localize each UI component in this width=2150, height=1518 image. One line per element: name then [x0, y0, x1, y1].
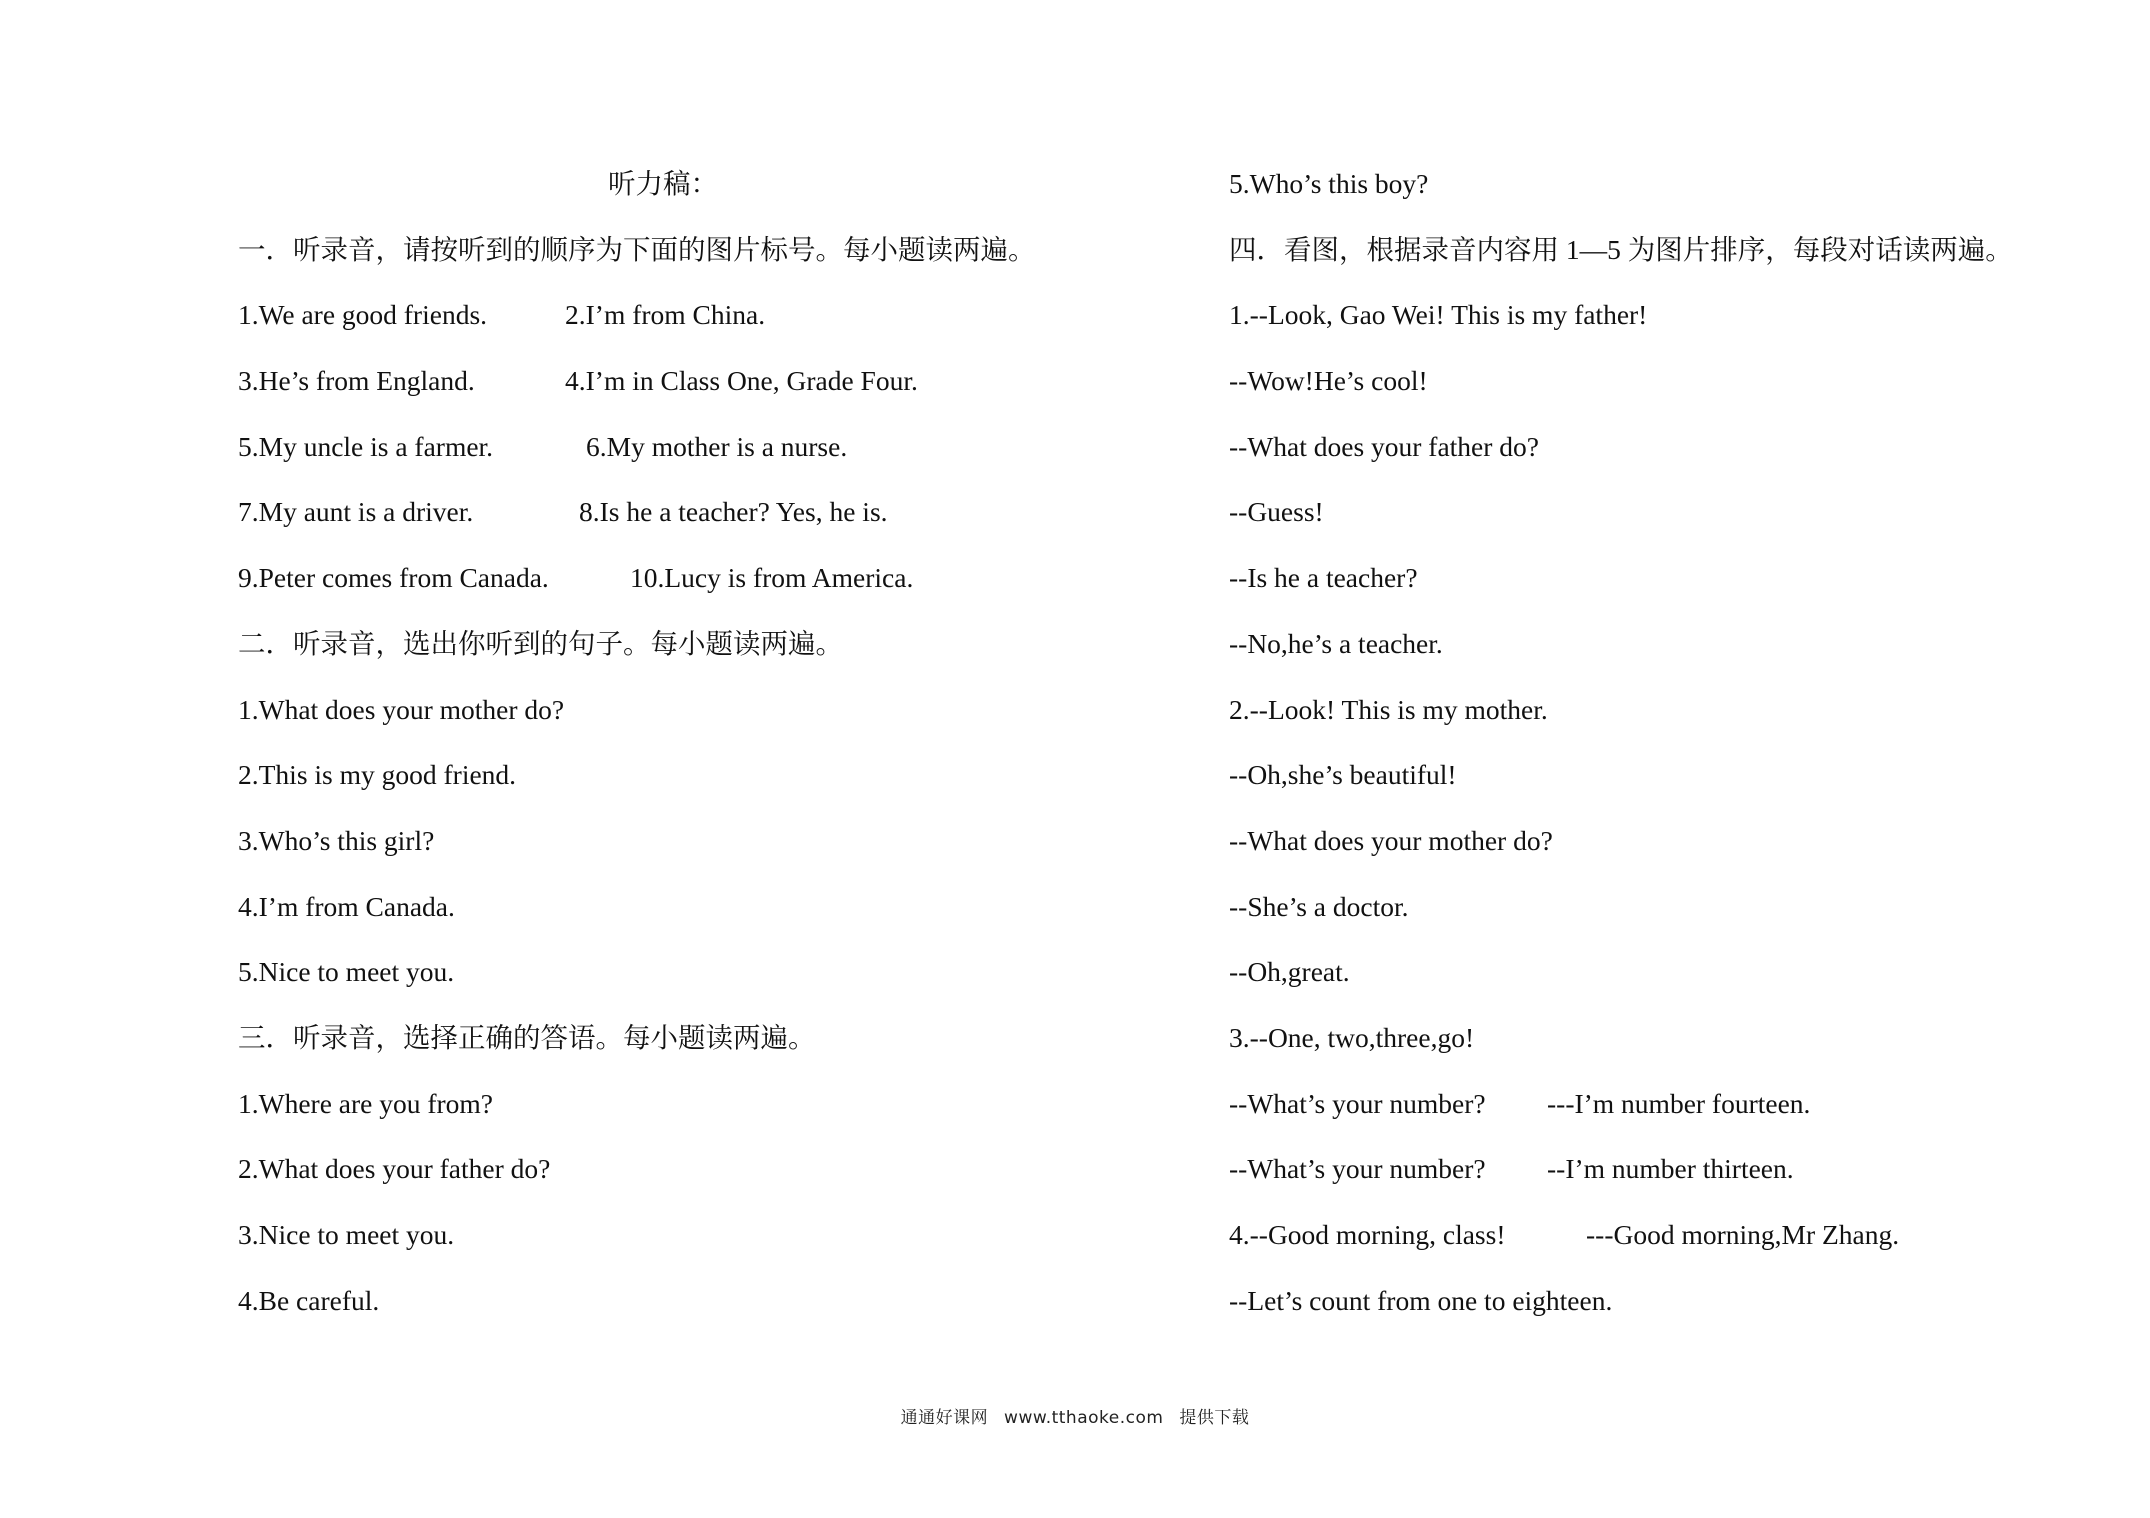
dialogue-line: --What does your mother do? — [1229, 824, 1553, 856]
dialogue-line: --She’s a doctor. — [1229, 890, 1409, 922]
dialogue-row — [1229, 1211, 2129, 1277]
section-2-item: 3.Who’s this girl? — [238, 824, 435, 856]
dialogue-line: 3.--One, two,three,go! — [1229, 1021, 1475, 1053]
dialogue-line: --No,he’s a teacher. — [1229, 627, 1443, 659]
dialogue-line: --Guess! — [1229, 496, 1324, 528]
section-2-item: 2.This is my good friend. — [238, 759, 517, 791]
dialogue-line: 2.--Look! This is my mother. — [1229, 693, 1548, 725]
footer-suffix: 提供下载 — [1179, 1408, 1250, 1428]
left-column — [238, 160, 1198, 1342]
dialogue-line: --Oh,she’s beautiful! — [1229, 759, 1457, 791]
item-text: 8.Is he a teacher? Yes, he is. — [579, 496, 888, 528]
item-text: 6.My mother is a nurse. — [586, 430, 848, 462]
dialogue-row — [1229, 1145, 2129, 1211]
footer-site-name: 通通好课网 — [900, 1408, 989, 1428]
item-text: 4.I’m in Class One, Grade Four. — [565, 365, 918, 397]
section-3-item: 5.Who’s this boy? — [1229, 168, 1429, 199]
section-3-item: 1.Where are you from? — [238, 1087, 494, 1119]
dialogue-row — [1229, 1080, 2129, 1146]
item-text: 5.My uncle is a farmer. — [238, 430, 494, 462]
dialogue-question: --What’s your number? — [1229, 1087, 1486, 1119]
section-3-item: 4.Be careful. — [238, 1284, 380, 1316]
section-1-row — [238, 423, 1198, 489]
item-text: 3.He’s from England. — [238, 365, 475, 397]
section-3-item: 2.What does your father do? — [238, 1153, 551, 1185]
dialogue-answer: --I’m number thirteen. — [1547, 1153, 1794, 1185]
footer-url[interactable]: www.tthaoke.com — [1004, 1408, 1164, 1428]
item-text: 1.We are good friends. — [238, 299, 488, 331]
section-2-item: 4.I’m from Canada. — [238, 890, 455, 922]
page-footer — [0, 1403, 2150, 1428]
dialogue-line: --Is he a teacher? — [1229, 562, 1418, 594]
section-1-row — [238, 554, 1198, 620]
item-text: 9.Peter comes from Canada. — [238, 562, 549, 594]
section-3-heading: 三．听录音，选择正确的答语。每小题读两遍。 — [238, 1021, 816, 1053]
section-2-item: 1.What does your mother do? — [238, 693, 565, 725]
dialogue-line: --What does your father do? — [1229, 430, 1540, 462]
right-column — [1229, 160, 2129, 1342]
section-2-heading: 二．听录音，选出你听到的句子。每小题读两遍。 — [238, 627, 843, 659]
dialogue-answer: ---Good morning,Mr Zhang. — [1586, 1219, 1900, 1250]
dialogue-line: --Wow!He’s cool! — [1229, 365, 1428, 397]
section-1-heading: 一．听录音，请按听到的顺序为下面的图片标号。每小题读两遍。 — [238, 233, 1036, 265]
item-text: 10.Lucy is from America. — [630, 562, 914, 594]
page-title: 听力稿： — [608, 168, 718, 199]
dialogue-line: --Let’s count from one to eighteen. — [1229, 1284, 1613, 1316]
dialogue-line: 1.--Look, Gao Wei! This is my father! — [1229, 299, 1648, 331]
section-3-item: 3.Nice to meet you. — [238, 1219, 455, 1250]
section-4-heading: 四．看图，根据录音内容用 1—5 为图片排序，每段对话读两遍。 — [1229, 233, 2013, 265]
section-1-row — [238, 291, 1198, 357]
section-1-row — [238, 488, 1198, 554]
section-2-item: 5.Nice to meet you. — [238, 956, 455, 988]
item-text: 7.My aunt is a driver. — [238, 496, 474, 528]
section-1-row — [238, 357, 1198, 423]
dialogue-question: --What’s your number? — [1229, 1153, 1486, 1185]
item-text: 2.I’m from China. — [565, 299, 766, 331]
dialogue-line: --Oh,great. — [1229, 956, 1350, 988]
dialogue-answer: ---I’m number fourteen. — [1547, 1087, 1811, 1119]
dialogue-question: 4.--Good morning, class! — [1229, 1219, 1506, 1250]
